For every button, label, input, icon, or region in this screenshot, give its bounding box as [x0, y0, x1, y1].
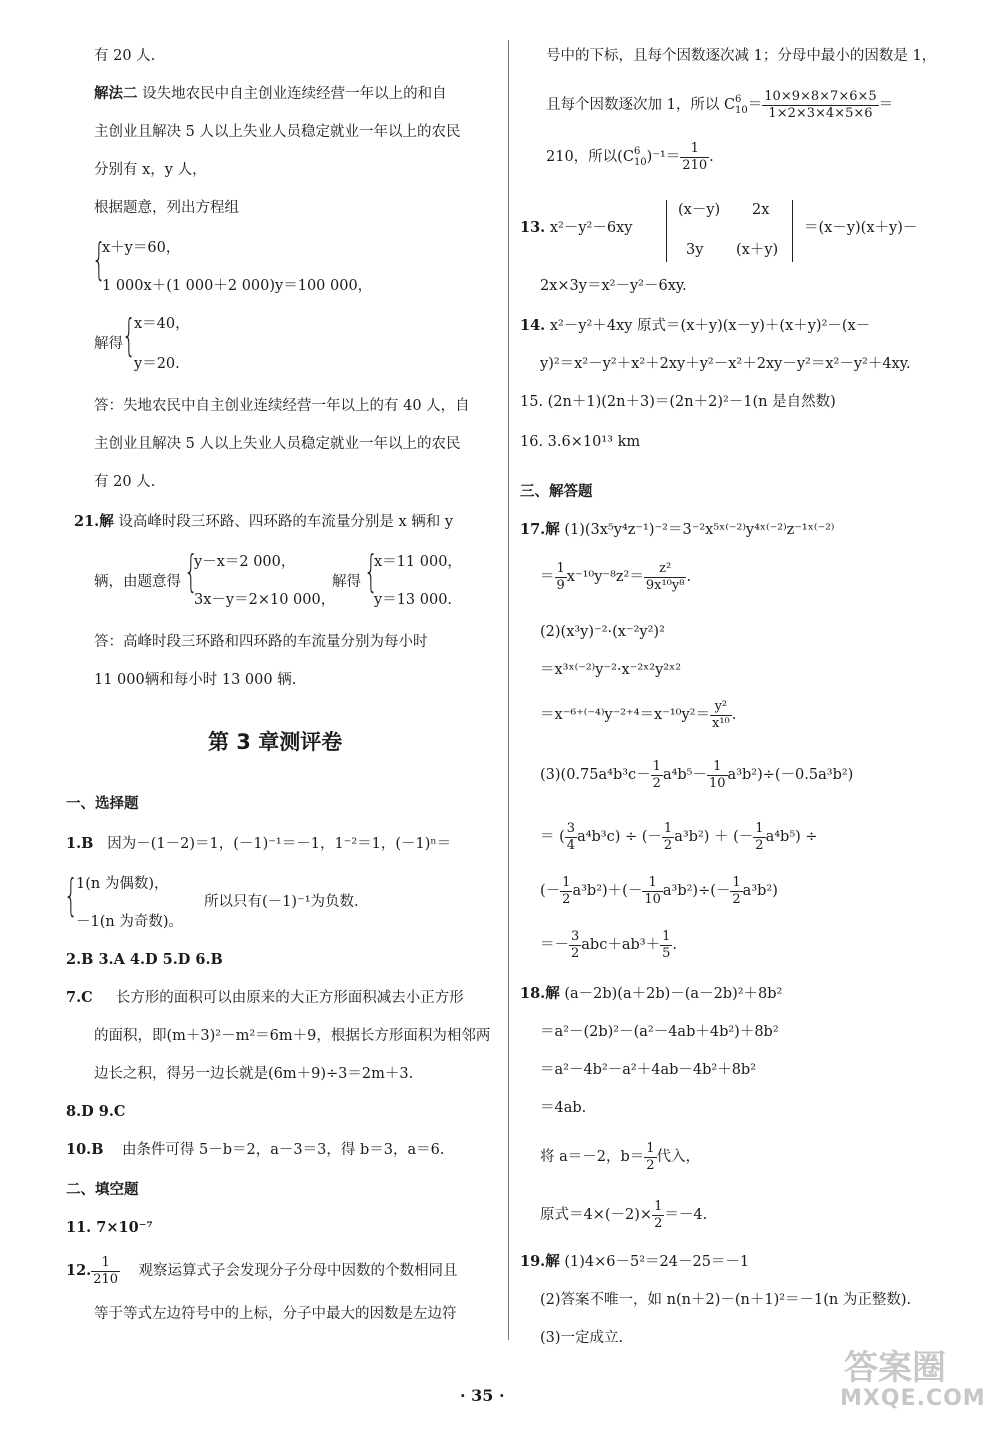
fraction-denominator: 1×2×3×4×5×6: [768, 105, 873, 121]
fraction-numerator: y²: [710, 699, 732, 716]
equation-line: y＝13 000.: [374, 592, 453, 608]
text-span: 将 a＝－2，b＝: [540, 1149, 645, 1165]
text-span: .: [731, 707, 737, 723]
fraction-numerator: 1: [562, 874, 571, 890]
answer-letter: B: [91, 1141, 104, 1158]
question-number: 7.: [66, 989, 82, 1006]
text-span: 且每个因数逐次加 1，所以 C: [546, 97, 736, 113]
equation-brace: {: [92, 234, 106, 285]
fraction-denominator: 2: [654, 1215, 663, 1231]
text-span: 210，所以(C: [546, 149, 634, 165]
text-span: 观察运算式子会发现分子分母中因数的个数相同且: [138, 1263, 458, 1279]
fraction-numerator: z²: [644, 561, 687, 578]
equation-line: 1 000x＋(1 000＋2 000)y＝100 000，: [102, 278, 373, 294]
fraction-numerator: 1: [680, 141, 709, 158]
solution-label: 解: [99, 513, 114, 530]
subscript: 10: [735, 105, 748, 116]
text-line: [66, 1254, 458, 1288]
text-span: a⁴b³c) ÷ (－: [577, 829, 662, 845]
column-divider: [508, 40, 509, 1340]
text-span: ＝－4.: [664, 1207, 708, 1223]
fraction: [652, 1199, 664, 1232]
text-span: 代入，: [656, 1149, 701, 1165]
text-span: a⁴b⁵) ÷: [765, 829, 818, 845]
fraction-numerator: 1: [707, 759, 728, 776]
equation-line: y＝20.: [134, 356, 180, 372]
fraction-denominator: 4: [566, 837, 576, 853]
text-span: a³b²)÷(－: [662, 883, 731, 899]
fraction-numerator: 1: [642, 875, 663, 892]
solution-label: 解: [545, 1253, 560, 1270]
text-line: 主创业且解决 5 人以上失业人员稳定就业一年以上的农民: [94, 436, 461, 452]
text-line: [540, 756, 853, 794]
fraction-denominator: 9x¹⁰y⁸: [645, 577, 685, 593]
fraction-denominator: x¹⁰: [711, 715, 730, 731]
text-line: [540, 558, 691, 596]
section-heading: 二、填空题: [66, 1182, 139, 1198]
question-number: 10.: [66, 1141, 92, 1158]
fraction: [662, 821, 674, 854]
matrix-cell: (x－y): [678, 202, 721, 218]
matrix-cell: (x＋y): [736, 242, 779, 258]
fraction: [753, 821, 765, 854]
text-span: ＝: [540, 569, 555, 585]
text-line: 根据题意，列出方程组: [94, 200, 239, 216]
fraction: [707, 759, 728, 792]
fraction: [642, 875, 663, 908]
text-span: ＝－: [540, 937, 569, 953]
text-span: .: [686, 569, 692, 585]
fraction: [644, 1141, 656, 1174]
fraction: [644, 561, 687, 594]
fraction-denominator: 2: [652, 775, 661, 791]
text-line: (3)一定成立.: [540, 1330, 624, 1346]
text-line: 解得: [94, 336, 123, 352]
text-span: (1)4×6－5²＝24－25＝－1: [564, 1254, 750, 1270]
text-span: (－: [540, 883, 561, 899]
case-line: 1(n 为偶数)，: [76, 876, 169, 892]
text-line: [520, 218, 632, 238]
watermark-bottom-text: MXQE.COM: [840, 1386, 986, 1411]
fraction: [91, 1255, 120, 1288]
fraction-numerator: 1: [755, 820, 764, 836]
fraction-denominator: 10: [644, 891, 661, 907]
text-line: [94, 84, 447, 104]
text-span: a³b²) ＋ (－: [674, 829, 754, 845]
text-line: [520, 316, 870, 336]
text-line: 11 000辆和每小时 13 000 辆.: [94, 672, 297, 688]
text-span: abc＋ab³＋: [581, 937, 661, 953]
matrix-cell: 2x: [752, 202, 770, 218]
text-line: [540, 926, 677, 964]
fraction-numerator: 1: [663, 820, 673, 836]
fraction-denominator: 9: [556, 577, 565, 593]
text-line: ＝(x－y)(x＋y)－: [804, 220, 918, 236]
text-span: ＝ (: [540, 829, 565, 845]
text-line: 15. (2n＋1)(2n＋3)＝(2n＋2)²－1(n 是自然数): [520, 394, 836, 410]
fraction-numerator: 1: [652, 758, 661, 774]
text-span: .: [709, 149, 714, 165]
text-line: [546, 140, 714, 174]
text-span: 长方形的面积可以由原来的大正方形面积减去小正方形: [115, 990, 464, 1006]
text-line: [546, 88, 893, 122]
text-line: [540, 1196, 707, 1234]
text-line: 边长之积，得另一边长就是(6m＋9)÷3＝2m＋3.: [94, 1066, 414, 1082]
text-span: 原式＝4×(－2)×: [540, 1207, 653, 1223]
solution-label: 解法二: [94, 85, 138, 102]
superscript: 6: [633, 146, 641, 157]
text-line: ＝x³ˣ⁽⁻²⁾y⁻²·x⁻²ˣ²y²ˣ²: [540, 662, 682, 678]
fraction-denominator: 2: [562, 891, 571, 907]
text-line: 所以只有(－1)⁻¹为负数.: [204, 894, 359, 910]
superscript: 6: [735, 94, 742, 105]
text-span: a³b²): [742, 883, 778, 899]
text-line: 解得: [332, 574, 361, 590]
answers-line: 2.B 3.A 4.D 5.D 6.B: [66, 951, 223, 968]
text-line: 16. 3.6×10¹³ km: [520, 434, 641, 450]
text-line: [540, 818, 818, 856]
fraction-numerator: 1: [662, 928, 671, 944]
text-line: [66, 1140, 444, 1160]
fraction: [560, 875, 572, 908]
fraction-denominator: 2: [663, 837, 673, 853]
equation-brace: {: [122, 310, 136, 361]
question-number: 17.: [520, 521, 546, 538]
text-line: [74, 512, 453, 532]
text-line: 号中的下标，且每个因数逐次减 1；分母中最小的因数是 1，: [546, 48, 937, 64]
text-line: [66, 988, 464, 1008]
solution-label: 解: [545, 985, 560, 1002]
text-line: [540, 696, 736, 734]
fraction: [565, 821, 577, 854]
page-number: · 35 ·: [460, 1386, 505, 1405]
text-span: (a－2b)(a＋2b)－(a－2b)²＋8b²: [564, 986, 783, 1002]
fraction-numerator: 1: [646, 1140, 655, 1156]
text-line: [66, 834, 451, 854]
fraction-denominator: 210: [93, 1271, 119, 1287]
fraction-numerator: 1: [556, 560, 565, 576]
text-line: 答：失地农民中自主创业连续经营一年以上的有 40 人，自: [94, 398, 470, 414]
text-span: .: [672, 937, 677, 953]
text-line: [520, 984, 782, 1004]
fraction-denominator: 2: [646, 1157, 655, 1173]
fraction: [762, 89, 878, 122]
equation-line: x＝40，: [134, 316, 190, 332]
section-heading: 一、选择题: [66, 796, 139, 812]
fraction-denominator: 2: [755, 837, 764, 853]
fraction-denominator: 5: [662, 945, 671, 961]
text-line: [540, 1138, 700, 1176]
text-span: 由条件可得 5－b＝2，a－3＝3，得 b＝3，a＝6.: [121, 1142, 445, 1158]
text-line: 有 20 人.: [94, 474, 156, 490]
fraction-denominator: 210: [682, 157, 708, 173]
question-number: 1.: [66, 835, 82, 852]
text-line: (2)答案不唯一，如 n(n＋2)－(n＋1)²＝－1(n 为正整数).: [540, 1292, 912, 1308]
fraction-numerator: 1: [91, 1255, 120, 1272]
fraction-denominator: 2: [571, 945, 580, 961]
text-span: ＝: [878, 97, 894, 113]
section-heading: 三、解答题: [520, 484, 593, 500]
combination-index: [735, 94, 748, 116]
text-line: 有 20 人.: [94, 48, 156, 64]
subscript: 10: [633, 157, 647, 168]
answer-letter: C: [81, 989, 93, 1006]
text-span: a⁴b⁵－: [662, 767, 707, 783]
case-brace: {: [64, 870, 78, 921]
fraction: [730, 875, 742, 908]
chapter-title: 第 3 章测评卷: [208, 730, 343, 754]
fraction: [569, 929, 581, 962]
text-span: x⁻¹⁰y⁻⁸z²＝: [566, 569, 644, 585]
fraction: [555, 561, 567, 594]
question-number: 13.: [520, 219, 546, 236]
equation-brace: {: [364, 546, 378, 597]
matrix-cell: 3y: [686, 242, 704, 258]
text-line: [520, 1252, 749, 1272]
equation-line: 3x－y＝2×10 000，: [194, 592, 336, 608]
text-line: [520, 520, 834, 540]
question-number: 19.: [520, 1253, 546, 1270]
text-span: (1)(3x⁵y⁴z⁻¹)⁻²＝3⁻²x⁵ˣ⁽⁻²⁾y⁴ˣ⁽⁻²⁾z⁻¹ˣ⁽⁻²⁾: [564, 522, 835, 538]
combination-index: [634, 146, 647, 168]
determinant-bar-right: [792, 200, 793, 262]
question-number: 18.: [520, 985, 546, 1002]
case-line: －1(n 为奇数)。: [76, 914, 183, 930]
fraction: [680, 141, 709, 174]
text-span: x²－y²＋4xy 原式＝(x＋y)(x－y)＋(x＋y)²－(x－: [549, 318, 871, 334]
text-line: 答：高峰时段三环路和四环路的车流量分别为每小时: [94, 634, 428, 650]
text-line: ＝4ab.: [540, 1100, 587, 1116]
fraction-numerator: 10×9×8×7×6×5: [764, 88, 877, 104]
text-line: [540, 872, 778, 910]
question-number: 21.: [74, 513, 100, 530]
answers-line: 11. 7×10⁻⁷: [66, 1219, 153, 1236]
answer-letter: B: [81, 835, 94, 852]
fraction-numerator: 3: [571, 928, 580, 944]
text-line: ＝a²－(2b)²－(a²－4ab＋4b²)＋8b²: [540, 1024, 779, 1040]
equation-line: y－x＝2 000，: [194, 554, 296, 570]
text-span: ＝x⁻⁶⁺⁽⁻⁴⁾y⁻²⁺⁴＝x⁻¹⁰y²＝: [540, 707, 710, 723]
fraction-numerator: 1: [654, 1198, 663, 1214]
watermark-top-text: 答案圈: [844, 1348, 946, 1388]
text-line: 的面积，即(m＋3)²－m²＝6m＋9，根据长方形面积为相邻两: [94, 1028, 491, 1044]
solution-label: 解: [545, 521, 560, 538]
equation-line: x＝11 000，: [374, 554, 462, 570]
text-span: 因为－(1－2)＝1，(－1)⁻¹＝－1，1⁻²＝1，(－1)ⁿ＝: [107, 836, 452, 852]
text-line: 2x×3y＝x²－y²－6xy.: [540, 278, 687, 294]
text-line: 主创业且解决 5 人以上失业人员稳定就业一年以上的农民: [94, 124, 461, 140]
fraction-denominator: 2: [732, 891, 741, 907]
fraction: [710, 699, 732, 732]
watermark-logo: [840, 1340, 990, 1420]
text-line: 辆，由题意得: [94, 574, 181, 590]
fraction: [651, 759, 663, 792]
text-line: (2)(x³y)⁻²·(x⁻²y²)²: [540, 624, 665, 640]
text-span: 设失地农民中自主创业连续经营一年以上的和自: [137, 86, 447, 102]
text-span: ＝: [747, 97, 763, 113]
text-span: a³b²)÷(－0.5a³b²): [727, 767, 854, 783]
determinant-bar-left: [666, 200, 667, 262]
equation-line: x＋y＝60，: [102, 240, 181, 256]
answers-line: 8.D 9.C: [66, 1103, 126, 1120]
fraction-denominator: 10: [709, 775, 726, 791]
question-number: 12.: [66, 1262, 92, 1279]
text-line: ＝a²－4b²－a²＋4ab－4b²＋8b²: [540, 1062, 757, 1078]
fraction-numerator: 3: [566, 820, 576, 836]
text-span: (3)(0.75a⁴b³c－: [540, 767, 651, 783]
text-line: 等于等式左边符号中的上标，分子中最大的因数是左边符: [94, 1306, 457, 1322]
text-span: )⁻¹＝: [646, 149, 681, 165]
text-span: 设高峰时段三环路、四环路的车流量分别是 x 辆和 y: [113, 514, 454, 530]
question-number: 14.: [520, 317, 546, 334]
text-span: a³b²)＋(－: [572, 883, 643, 899]
answer-text: x²－y²－6xy: [549, 220, 633, 236]
fraction-numerator: 1: [732, 874, 741, 890]
fraction: [660, 929, 672, 962]
text-line: 分别有 x，y 人，: [94, 162, 207, 178]
text-line: y)²＝x²－y²＋x²＋2xy＋y²－x²＋2xy－y²＝x²－y²＋4xy.: [540, 356, 911, 372]
equation-brace: {: [184, 546, 198, 597]
